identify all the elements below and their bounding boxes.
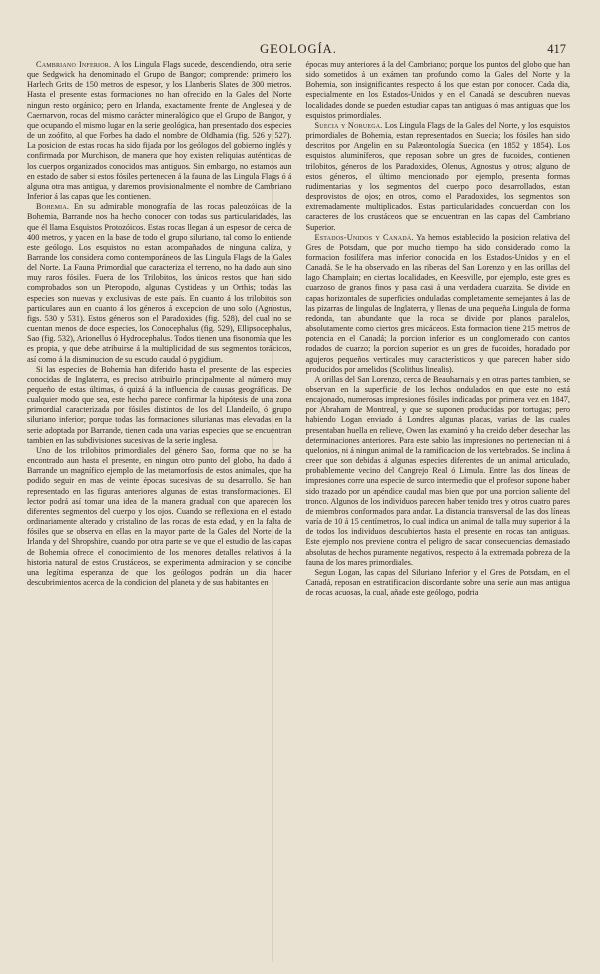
page-title: GEOLOGÍA. [260, 42, 337, 56]
paragraph-text: Ya hemos establecido la posicion relativa del Gres de Potsdam, que por mucho tiempo ha sido considerado como la formacion fosilífera mas inferior conocida en los Estados-Unidos y en el Canadá. Se le ha observado en las riberas del San Lorenzo y en las orillas del lago Champlain; en ciertas localidades, en Keesville, por ejemplo, este gres es cuarzoso de granos finos y pasa casi á una verdadera cuarzita. Se divide en capas horizontales de superficies onduladas completamente semejantes á las de las pizarras de lingulas de Inglaterra, y llenas de una pequeña Lingula de forma redonda, tan abundante que la roca se divide por planos paralelos, absolutamente como ciertos gres micáceos. Esta formacion tiene 215 metros de potencia en el Canadá; la porcion inferior es un conglomerado con cantos rodados de cuarzo; la porcion superior es un gres de fucoides, horadado por agujeros pequeños verticales muy característicos y que parecen haber sido producidos por arnelidos (Scolithus linealis). [305, 232, 570, 374]
paragraph-text: épocas muy anteriores á la del Cambriano; porque los puntos del globo que han sido sometidos á un exámen tan profundo como la Gales del Norte y la Bohemia, son insignificantes respecto á los que estan por conocer. Cada dia, especialmente en los Estados-Unidos y en el Canadá se descubren nuevas localidades donde se pueden estudiar capas tan antiguas ó mas antiguas que los esquistos primordiales. [305, 60, 570, 120]
section-lead: Suecia y Noruega. [314, 120, 383, 130]
text-columns [27, 60, 570, 598]
paragraph [27, 446, 292, 588]
paragraph [306, 60, 571, 121]
paragraph-text: Los Lingula Flags de la Gales del Norte, y los esquistos primordiales de Bohemia, estan representados en Suecia; los fósiles han sido descritos por Angelin en su Palæontología Suecica (en 1852 y 1854). Los esquistos aluminíferos, que reposan sobre un gres de fucoides, contienen trilobitos, géneros de los Paradoxides, Olenus, Agnostus y otros; alguno de estos géneros, el último mencionado por ejemplo, presenta formas rudimentarias y los segmentos del cuerpo poco desarrollados, estan desprovistos de ojos; en otros, como el Paradoxides, los segmentos son extremadamente multiplicados. Estas particularidades concuerdan con los caracteres de los crustáceos que se encuentran en las capas del Cambriano Superior. [305, 120, 571, 232]
left-column [27, 60, 292, 598]
paragraph-text: Si las especies de Bohemia han diferido hasta el presente de las especies conocidas de Inglaterra, es preciso atribuirlo principalmente al número muy pequeño de estas últimas, ó quizá á la influencia de causas geográficas. De cualquier modo que sea, este hecho parece confirmar la hipótesis de una zona primordial caracterizada por fósiles distintos de los del Llandeilo, ó grupo siluriano inferior; porque todas las formaciones silurianas mas elevadas en la serie adoptada por Barrande, tienen cada una varias especies que se encuentran tambien en las subdivisiones sucesivas de la serie inglesa. [27, 364, 292, 445]
paragraph-text: Uno de los trilobitos primordiales del género Sao, forma que no se ha encontrado aun hasta el presente, en ningun otro punto del globo, ha dado á Barrande un magnífico ejemplo de las metamorfosis de estos animales, que ha podido seguir en mas de veinte épocas sucesivas de su desarrollo. Se han representado en las figuras anteriores algunas de estas transformaciones. El lector podrá así tomar una idea de la manera gradual con que aparecen los diferentes segmentos del cuerpo y los ojos. Cuando se reflexiona en el estado ordinariamente alterado y cristalino de las rocas de esta edad, y en la falta de fósiles que se observa en ellas en la mayor parte de la Gales del Norte de la Irlanda y del Shropshire, cuando por otra parte se ve que el estudio de las capas de Bohemia ofrece el conocimiento de los menores detalles relativos á la historia natural de estos Crustáceos, se experimenta admiracion y se concibe una legítima esperanza de que los geólogos podrán un dia hacer descubrimientos acerca de la condicion del planeta y de sus habitantes en [27, 445, 292, 587]
paragraph-text: A los Lingula Flags sucede, descendiendo, otra serie que Sedgwick ha denominado el Grupo de Bangor; comprende: primero los Harlech Grits de 150 metros de espesor, y los Llanberis Slates de 300 metros. Hasta el presente estas formaciones no han ofrecido en la Gales del Norte ningun resto orgánico; pero en Irlanda, exactamente frente de Anglesea y de Caernarvon, rocas del mismo carácter mineralógico que el Grupo de Bangor, y que ocupando el mismo lugar en la serie geológica, han presentado dos especies de un zoófito, al que Forbes ha dado el nombre de Oldhamia (fig. 526 y 527). La posicion de estas rocas ha sido fijada por los geólogos del gobierno inglés y confirmada por Murchison, de manera que hoy existen reliquias auténticas de los cuerpos organizados conocidos mas antiguos. Sin embargo, no estamos aun en estado de saber si estos fósiles pertenecen á la fauna de las Lingula Flags ó á alguna otra mas antigua, y daremos provisionalmente el nombre de Cambriano Inferior á las capas que les contienen. [27, 60, 292, 202]
paragraph-text: En su admirable monografía de las rocas paleozóicas de la Bohemia, Barrande nos ha hecho conocer con todas sus particularidades, las que él llama Esquistos Protozóicos. Estas rocas llegan á un espesor de cerca de 400 metros, y yacen en la base de todo el grupo siluriano, tal como lo entiende este geólogo. Los esquistos no estan acompañados de ninguna caliza, y Barrande los considera como contemporáneos de las Lingula Flags de la Gales del Norte. La Fauna Primordial que caracteriza el terreno, no ha dado aun sino muy raros fósiles. Fuera de los Trilobitos, los únicos restos que han sido comprobados son un Pteropodo, algunas Cystideas y un Orthis; todas las especies son nuevas y exclusivas de este país. En cuanto á los trilobitos son particulares aun en cuanto á los géneros á excepcion de uno solo (Agnostus, figs. 530 y 531). Estos géneros son el Paradoxides (fig. 528), del cual no se cuentan menos de doce especies, los Conocephalus (fig. 529), Ellipsocephalus, Sao (fig. 532), Arionellus ó Hydrocephalus. Todos tienen una fisonomía que les es propia, y que debe atribuirse á la multiplicidad de sus segmentos torácicos, así como á la disminucion de su escudo caudal ó pygidium. [27, 202, 292, 364]
paragraph [27, 60, 292, 202]
paragraph [306, 568, 571, 598]
paragraph [306, 375, 571, 568]
paragraph [306, 121, 571, 233]
section-lead: Bohemia. [36, 202, 70, 212]
page-number: 417 [547, 42, 566, 56]
paragraph [27, 202, 292, 365]
paragraph-text: Segun Logan, las capas del Siluriano Inferior y el Gres de Potsdam, en el Canadá, reposan en estratificacion discordante sobre una serie aun mas antigua de rocas acuosas, la cual, añade este geólogo, podria [305, 567, 570, 598]
paragraph [306, 233, 571, 375]
page-header [27, 42, 570, 60]
paragraph-text: A orillas del San Lorenzo, cerca de Beauharnais y en otras partes tambien, se observan en la superficie de los lechos ondulados en que este no está encajonado, numerosas impresiones fósiles indicadas por primera vez en 1847, por Abraham de Montreal, y que se suponen producidas por tortugas; pero habiendo Logan enviado á Londres algunas placas, varias de las cuales presentaban huella en relieve, Owen las examinó y ha creido deber desechar las determinaciones anteriores. Para este sabio las impresiones no pertenecian ni á quelonios, ni á ningun animal de la ramificacion de los vertebrados. Se inclina á creer que son debidas á algunas especies diferentes de un animal articulado, probablemente vecino del Cangrejo Real ó Limula. Entre las dos líneas de impresiones corre una especie de surco intermedio que el profesor supone haber sido trazado por un apéndice caudal mas bien que por una porcion saliente del tronco. Algunos de los individuos parecen haber tenido tres y otros cuatro pares de miembros conformados para andar. La distancia transversal de las dos líneas varía de 10 á 15 centímetros, lo cual indica un animal de talla muy superior á la de todos los individuos descubiertos hasta el presente en rocas tan antiguas. Este ejemplo nos previene contra el peligro de sacar consecuencias demasiado absolutas de hechos puramente negativos, respecto á la extremada pobreza de la fauna de los mares primordiales. [305, 374, 570, 567]
right-column [306, 60, 571, 598]
section-lead: Estados-Unidos y Canadá. [314, 232, 414, 242]
paragraph [27, 365, 292, 446]
section-lead: Cambriano Inferior. [36, 60, 112, 69]
